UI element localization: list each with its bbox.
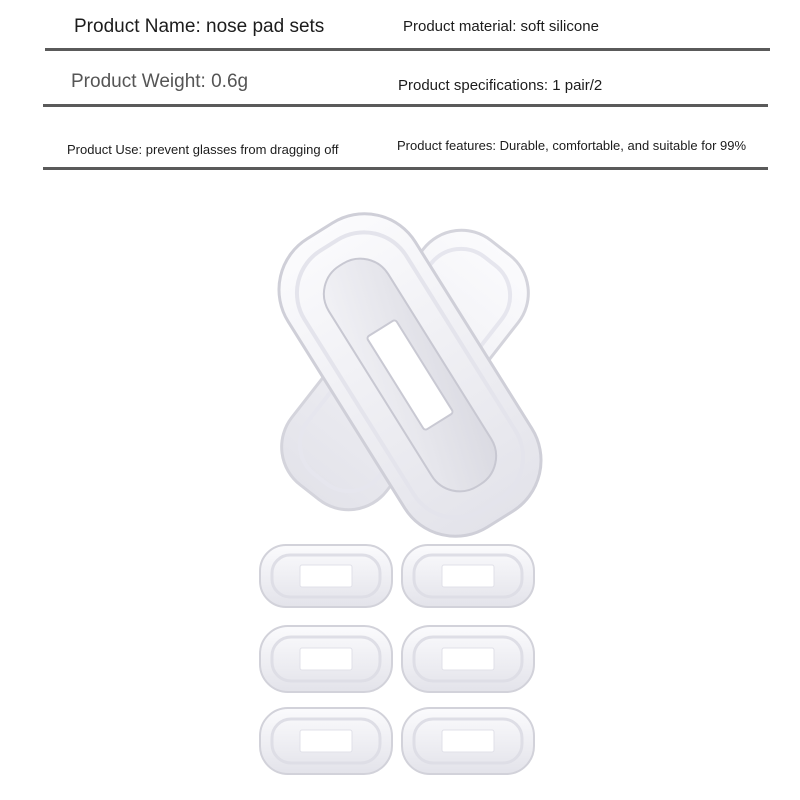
product-photo	[0, 190, 800, 800]
product-weight-text: Product Weight: 0.6g	[71, 71, 249, 92]
small-nose-pad	[260, 545, 392, 607]
divider-2	[43, 104, 768, 107]
product-specifications-text: Product specifications: 1 pair/2	[398, 77, 603, 94]
divider-1	[45, 48, 770, 51]
divider-3	[43, 167, 768, 170]
large-nose-pad-front	[256, 191, 563, 559]
small-nose-pad	[402, 708, 534, 774]
small-nose-pad	[402, 545, 534, 607]
product-material-text: Product material: soft silicone	[403, 18, 599, 35]
small-nose-pads	[260, 545, 534, 774]
small-nose-pad	[260, 626, 392, 692]
product-name-text: Product Name: nose pad sets	[74, 16, 325, 37]
product-features-text: Product features: Durable, comfortable, and suitable for 99%	[397, 138, 747, 153]
small-nose-pad	[402, 626, 534, 692]
product-use-text: Product Use: prevent glasses from dragging off	[67, 142, 339, 157]
small-nose-pad	[260, 708, 392, 774]
